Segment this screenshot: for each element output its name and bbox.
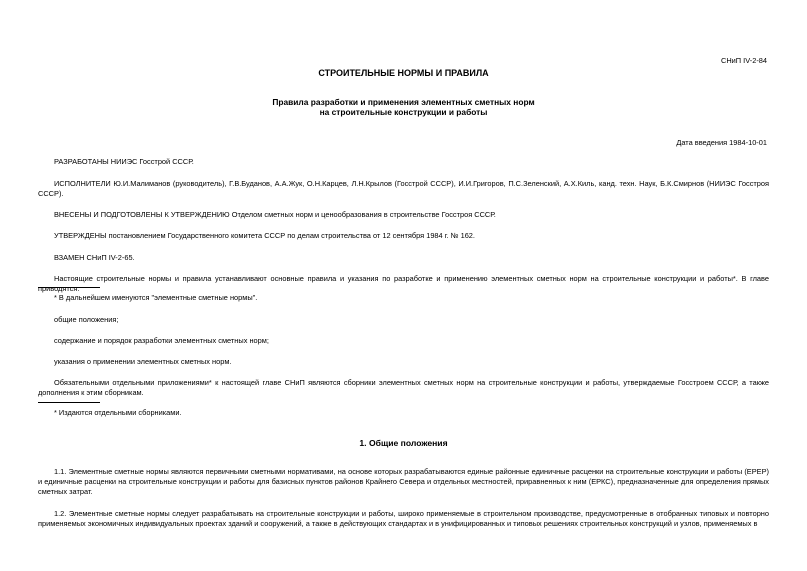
approved-paragraph: УТВЕРЖДЕНЫ постановлением Государственного комитета СССР по делам строительства от 12 сентября 1984 г. № 162. — [54, 231, 475, 240]
paragraph-1-1: 1.1. Элементные сметные нормы являются первичными сметными нормативами, на основе которых разрабатываются единые районные единичные расценки на строительные конструкции и работы (ЕРЕР) и единичные расценки на строительные конструкции и работы для базисных пунктов районов Крайнего Севера и отдельных местностей, приравненных к ним (ЕРКС), предназначенные для определения прямых сметных затрат. — [38, 467, 769, 496]
document-title: СТРОИТЕЛЬНЫЕ НОРМЫ И ПРАВИЛА — [318, 68, 489, 78]
document-code: СНиП IV-2-84 — [721, 56, 767, 65]
footnote-divider — [38, 287, 100, 288]
mandatory-paragraph: Обязательными отдельными приложениями* к настоящей главе СНиП являются сборники элементных сметных норм на строительные конструкции и работы, утверждаемые Госстроем СССР, а также дополнения к этим сборникам. — [38, 378, 769, 397]
replaces-paragraph: ВЗАМЕН СНиП IV-2-65. — [54, 253, 135, 262]
paragraph-1-2: 1.2. Элементные сметные нормы следует разрабатывать на строительные конструкции и работы, широко применяемые в строительном производстве, предусмотренные в отобранных типовых и повторно применяемых экономичных индивидуальных проектах зданий и сооружений, а также в действующих стандартах и в унифицированных и типовых решениях строительных конструкций и узлов, применяемых в — [38, 509, 769, 528]
footnote-divider-2 — [38, 402, 100, 403]
list-item-application: указания о применении элементных сметных норм. — [54, 357, 232, 366]
introduced-paragraph: ВНЕСЕНЫ И ПОДГОТОВЛЕНЫ К УТВЕРЖДЕНИЮ Отделом сметных норм и ценообразования в строительстве Госстроя СССР. — [54, 210, 496, 219]
list-item-general: общие положения; — [54, 315, 119, 324]
effective-date: Дата введения 1984-10-01 — [676, 138, 767, 147]
footnote-2: * Издаются отдельными сборниками. — [54, 408, 182, 417]
section-heading: 1. Общие положения — [359, 438, 448, 448]
footnote-1: * В дальнейшем именуются "элементные сметные нормы". — [54, 293, 258, 302]
document-subtitle-line1: Правила разработки и применения элементных сметных норм — [272, 97, 535, 107]
developed-paragraph: РАЗРАБОТАНЫ НИИЭС Госстрой СССР. — [54, 157, 194, 166]
authors-paragraph: ИСПОЛНИТЕЛИ Ю.И.Малиманов (руководитель), Г.В.Буданов, А.А.Жук, О.Н.Карцев, Л.Н.Крылов (Госстрой СССР), И.И.Григоров, П.С.Зеленский, А.Х.Киль, канд. техн. Наук, Б.К.Смирнов (НИИЭС Госстроя СССР). — [38, 179, 769, 198]
intro-paragraph: Настоящие строительные нормы и правила устанавливают основные правила и указания по разработке и применению элементных сметных норм на строительные конструкции и работы*. В главе приводятся: — [38, 274, 769, 293]
document-subtitle-line2: на строительные конструкции и работы — [319, 107, 488, 117]
list-item-content: содержание и порядок разработки элементных сметных норм; — [54, 336, 269, 345]
